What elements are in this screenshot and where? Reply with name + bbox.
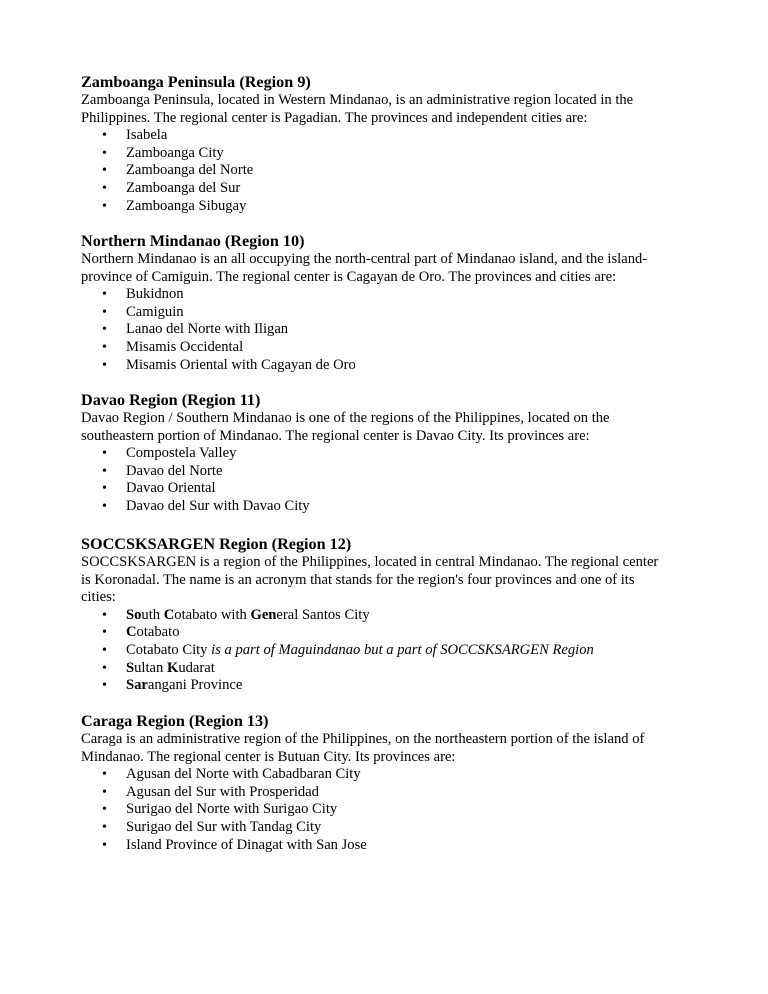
- bullet-icon: •: [102, 357, 107, 373]
- section-description: [81, 410, 691, 445]
- list-item-text: Davao Oriental: [126, 480, 216, 497]
- description-line: Philippines. The regional center is Pagadian. The provinces and independent cities are:: [81, 109, 588, 126]
- list-item-text: otabato: [136, 624, 180, 641]
- list-item: [81, 286, 691, 304]
- list-item: [81, 607, 691, 625]
- list-item: [81, 766, 691, 784]
- list-item: [81, 162, 691, 180]
- section-zamboanga-peninsula: [81, 72, 691, 215]
- list-item: [81, 677, 691, 695]
- section-caraga-region: [81, 711, 691, 854]
- bullet-icon: •: [102, 625, 107, 641]
- list-item: [81, 321, 691, 339]
- list-item: [81, 660, 691, 678]
- bullet-icon: •: [102, 642, 107, 658]
- province-list: [81, 127, 691, 215]
- section-northern-mindanao: [81, 231, 691, 374]
- list-item-text: Surigao del Sur with Tandag City: [126, 818, 322, 835]
- bullet-icon: •: [102, 678, 107, 694]
- bullet-icon: •: [102, 322, 107, 338]
- acronym-letters: C: [126, 624, 137, 641]
- description-line: is Koronadal. The name is an acronym that stands for the region's four provinces and one of its: [81, 571, 635, 588]
- list-item-text: uth: [141, 606, 164, 623]
- list-item-text: Bukidnon: [126, 286, 184, 303]
- bullet-icon: •: [102, 607, 107, 623]
- description-line: Northern Mindanao is an all occupying the north-central part of Mindanao island, and the island-: [81, 251, 648, 267]
- list-item: [81, 642, 691, 660]
- list-item-text: Davao del Norte: [126, 462, 223, 479]
- bullet-icon: •: [102, 784, 107, 800]
- province-list: [81, 607, 691, 695]
- list-item: [81, 145, 691, 163]
- list-item: [81, 127, 691, 145]
- list-item: [81, 339, 691, 357]
- bullet-icon: •: [102, 481, 107, 497]
- section-description: [81, 92, 691, 127]
- section-description: [81, 251, 691, 286]
- list-item-text: ultan: [134, 659, 167, 676]
- list-item: [81, 819, 691, 837]
- list-item: [81, 304, 691, 322]
- section-title: Davao Region (Region 11): [81, 391, 261, 409]
- list-item: [81, 445, 691, 463]
- bullet-icon: •: [102, 463, 107, 479]
- bullet-icon: •: [102, 498, 107, 514]
- list-item: [81, 624, 691, 642]
- list-item-text: Agusan del Sur with Prosperidad: [126, 783, 319, 800]
- list-item-text: eral Santos City: [276, 606, 370, 623]
- list-item-text: Compostela Valley: [126, 445, 237, 462]
- province-list: [81, 766, 691, 854]
- list-item: [81, 198, 691, 216]
- description-line: Mindanao. The regional center is Butuan City. Its provinces are:: [81, 748, 456, 765]
- bullet-icon: •: [102, 198, 107, 214]
- province-list: [81, 286, 691, 374]
- acronym-letters: So: [126, 606, 142, 623]
- bullet-icon: •: [102, 163, 107, 179]
- acronym-letters: Sar: [126, 677, 148, 694]
- bullet-icon: •: [102, 339, 107, 355]
- acronym-letters: C: [163, 606, 175, 623]
- description-line: southeastern portion of Mindanao. The regional center is Davao City. Its provinces are:: [81, 427, 590, 444]
- section-title: Zamboanga Peninsula (Region 9): [81, 73, 311, 91]
- list-item-text: Zamboanga del Sur: [126, 179, 241, 196]
- list-item-text: Zamboanga City: [126, 144, 224, 161]
- bullet-icon: •: [102, 145, 107, 161]
- list-item-text: Lanao del Norte with Iligan: [126, 321, 289, 338]
- bullet-icon: •: [102, 660, 107, 676]
- list-item-text: Zamboanga Sibugay: [126, 197, 247, 214]
- description-line: province of Camiguin. The regional center is Cagayan de Oro. The provinces and cities are:: [81, 268, 617, 285]
- list-item: [81, 463, 691, 481]
- bullet-icon: •: [102, 767, 107, 783]
- province-list: [81, 445, 691, 515]
- section-davao-region: [81, 390, 691, 516]
- list-item: [81, 784, 691, 802]
- description-line: Davao Region / Southern Mindanao is one of the regions of the Philippines, located on the: [81, 410, 610, 426]
- list-item-note: is a part of Maguindanao but a part of SOCCSKSARGEN Region: [211, 641, 594, 658]
- bullet-icon: •: [102, 128, 107, 144]
- list-item-text: Zamboanga del Norte: [126, 162, 254, 179]
- bullet-icon: •: [102, 180, 107, 196]
- section-title: SOCCSKSARGEN Region (Region 12): [81, 535, 352, 553]
- acronym-letters: S: [126, 659, 135, 676]
- list-item-text: Island Province of Dinagat with San Jose: [126, 836, 367, 853]
- list-item: [81, 837, 691, 855]
- list-item-text: Agusan del Norte with Cabadbaran City: [126, 766, 361, 783]
- list-item-text: Cotabato City: [126, 641, 212, 658]
- acronym-letters: K: [166, 659, 179, 676]
- list-item-text: Surigao del Norte with Surigao City: [126, 801, 338, 818]
- list-item-text: angani Province: [147, 677, 243, 694]
- list-item-text: Davao del Sur with Davao City: [126, 497, 310, 514]
- list-item-text: udarat: [178, 659, 215, 676]
- section-title: Caraga Region (Region 13): [81, 712, 269, 730]
- list-item: [81, 180, 691, 198]
- list-item-text: otabato with: [174, 606, 251, 623]
- list-item-text: Misamis Oriental with Cagayan de Oro: [126, 356, 356, 373]
- acronym-letters: Gen: [250, 606, 277, 623]
- list-item: [81, 357, 691, 375]
- description-line: Caraga is an administrative region of the Philippines, on the northeastern portion of the island of: [81, 731, 645, 747]
- description-line: SOCCSKSARGEN is a region of the Philippines, located in central Mindanao. The regional center: [81, 554, 659, 570]
- bullet-icon: •: [102, 304, 107, 320]
- description-line: Zamboanga Peninsula, located in Western Mindanao, is an administrative region located in the: [81, 92, 634, 108]
- bullet-icon: •: [102, 837, 107, 853]
- list-item-text: Misamis Occidental: [126, 338, 244, 355]
- section-description: [81, 554, 691, 607]
- list-item-text: Camiguin: [126, 303, 184, 320]
- bullet-icon: •: [102, 802, 107, 818]
- section-title: Northern Mindanao (Region 10): [81, 232, 305, 250]
- list-item: [81, 498, 691, 516]
- list-item-text: Isabela: [126, 127, 168, 144]
- section-description: [81, 731, 691, 766]
- list-item: [81, 480, 691, 498]
- description-line: cities:: [81, 589, 116, 606]
- section-soccsksargen: [81, 534, 691, 695]
- bullet-icon: •: [102, 287, 107, 303]
- bullet-icon: •: [102, 819, 107, 835]
- bullet-icon: •: [102, 446, 107, 462]
- list-item: [81, 801, 691, 819]
